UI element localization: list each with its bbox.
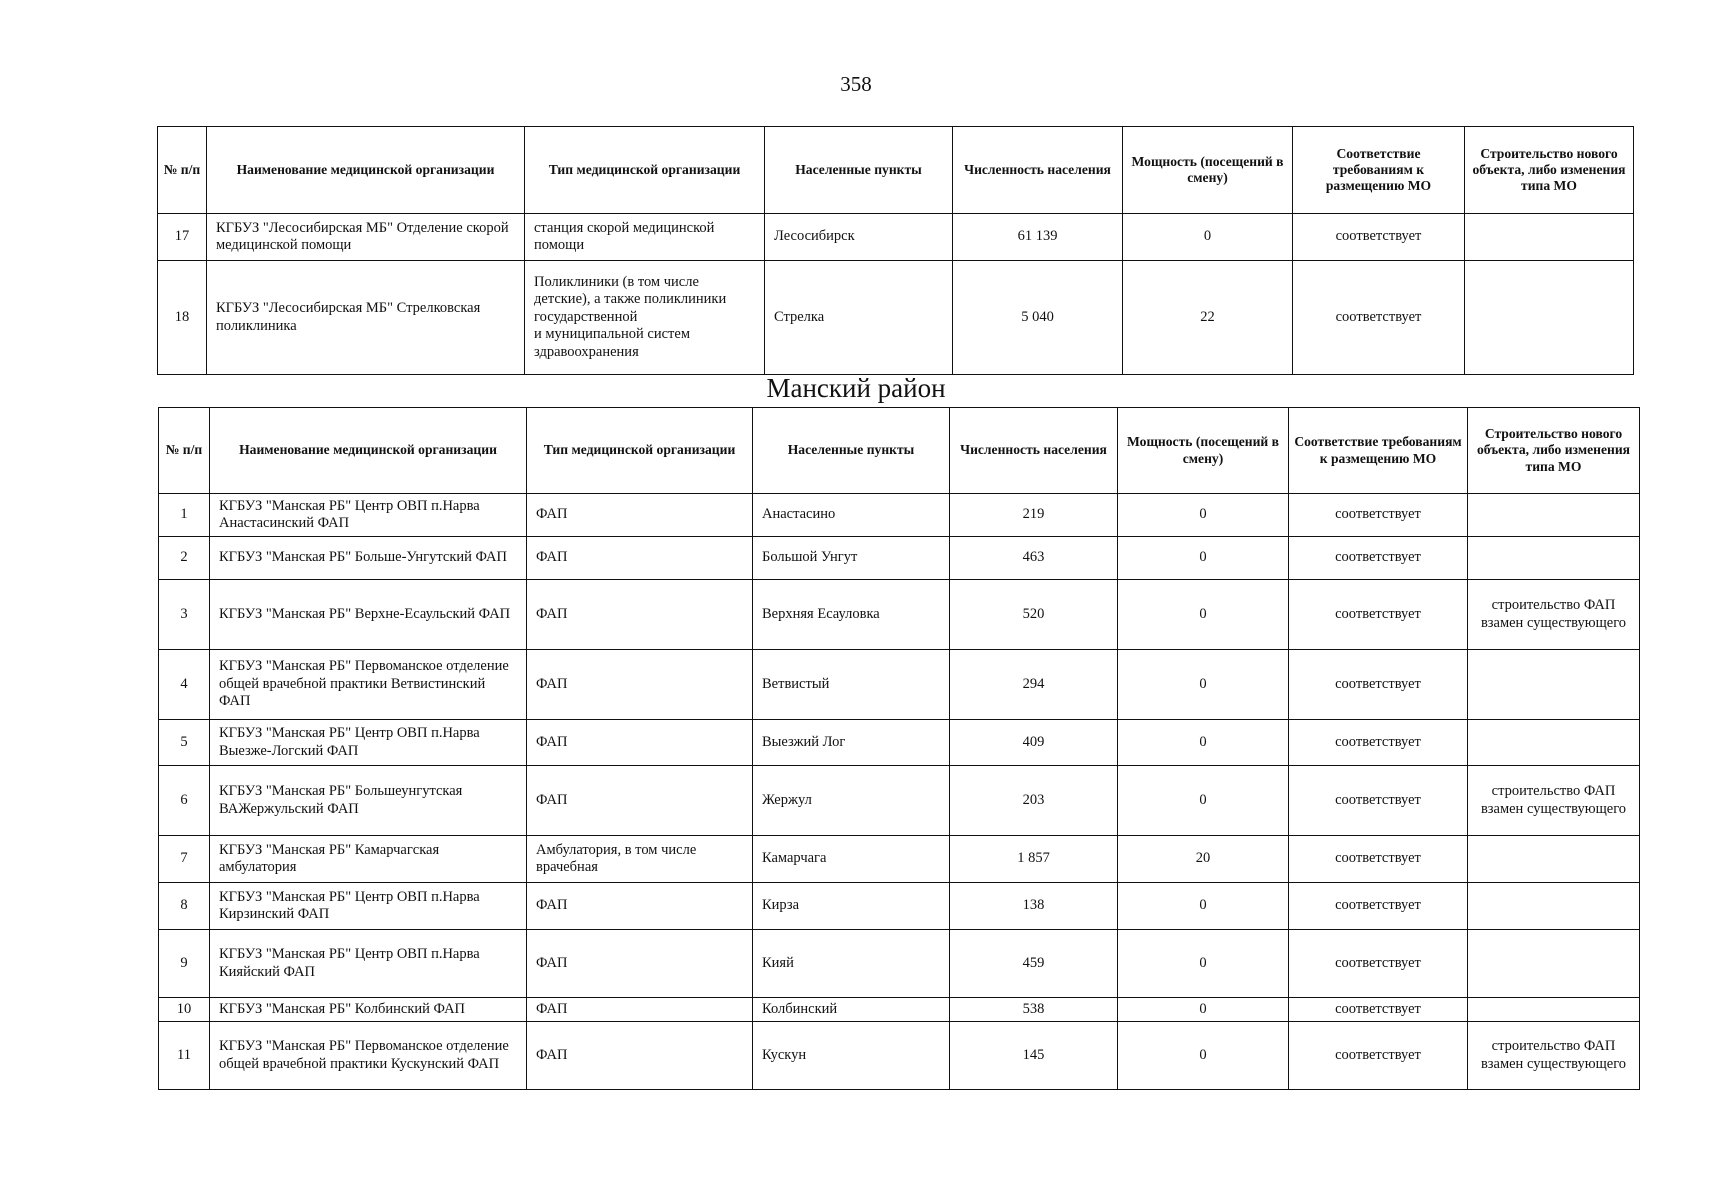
cell-organization-name: КГБУЗ "Манская РБ" Верхне-Есаульский ФАП [210, 580, 527, 650]
cell-compliance: соответствует [1289, 930, 1468, 998]
cell-organization-type: ФАП [527, 650, 753, 720]
table-row [159, 883, 1640, 930]
cell-compliance: соответствует [1289, 537, 1468, 580]
cell-compliance: соответствует [1289, 883, 1468, 930]
header-capacity: Мощность (посещений в смену) [1118, 408, 1289, 494]
cell-capacity: 20 [1118, 836, 1289, 883]
header-capacity: Мощность (посещений в смену) [1123, 127, 1293, 214]
cell-settlement: Кияй [753, 930, 950, 998]
header-population: Численность населения [953, 127, 1123, 214]
table-row [159, 836, 1640, 883]
cell-compliance: соответствует [1289, 494, 1468, 537]
cell-settlement: Кускун [753, 1022, 950, 1090]
table-mansky-district [158, 407, 1640, 1090]
cell-organization-name: КГБУЗ "Лесосибирская МБ" Отделение скорой медицинской помощи [207, 214, 525, 261]
cell-population: 409 [950, 720, 1118, 766]
cell-organization-name: КГБУЗ "Лесосибирская МБ" Стрелковская поликлиника [207, 261, 525, 375]
cell-compliance: соответствует [1289, 720, 1468, 766]
cell-compliance: соответствует [1289, 650, 1468, 720]
table-row [159, 766, 1640, 836]
cell-population: 219 [950, 494, 1118, 537]
cell-compliance: соответствует [1293, 261, 1465, 375]
cell-organization-type: ФАП [527, 580, 753, 650]
table-row [159, 580, 1640, 650]
cell-construction [1465, 214, 1634, 261]
table-header-row [159, 408, 1640, 494]
cell-organization-type: Амбулатория, в том числе врачебная [527, 836, 753, 883]
cell-organization-type: ФАП [527, 720, 753, 766]
cell-num: 1 [159, 494, 210, 537]
cell-population: 459 [950, 930, 1118, 998]
cell-num: 2 [159, 537, 210, 580]
cell-num: 18 [158, 261, 207, 375]
table-row [159, 650, 1640, 720]
cell-construction [1465, 261, 1634, 375]
header-settlements: Населенные пункты [753, 408, 950, 494]
cell-organization-type: ФАП [527, 930, 753, 998]
section-title: Манский район [766, 373, 946, 403]
cell-construction [1468, 836, 1640, 883]
cell-settlement: Большой Унгут [753, 537, 950, 580]
cell-num: 11 [159, 1022, 210, 1090]
cell-capacity: 0 [1118, 494, 1289, 537]
cell-organization-type: ФАП [527, 494, 753, 537]
cell-num: 17 [158, 214, 207, 261]
cell-compliance: соответствует [1289, 766, 1468, 836]
cell-organization-name: КГБУЗ "Манская РБ" Больше-Унгутский ФАП [210, 537, 527, 580]
cell-organization-name: КГБУЗ "Манская РБ" Большеунгутская ВАЖержульский ФАП [210, 766, 527, 836]
cell-organization-type: ФАП [527, 998, 753, 1022]
cell-num: 7 [159, 836, 210, 883]
cell-num: 3 [159, 580, 210, 650]
cell-population: 145 [950, 1022, 1118, 1090]
cell-population: 203 [950, 766, 1118, 836]
cell-num: 6 [159, 766, 210, 836]
table-row [159, 537, 1640, 580]
table-row [159, 494, 1640, 537]
cell-construction [1468, 537, 1640, 580]
cell-capacity: 0 [1118, 883, 1289, 930]
cell-population: 520 [950, 580, 1118, 650]
cell-construction [1468, 998, 1640, 1022]
cell-num: 8 [159, 883, 210, 930]
cell-construction [1468, 930, 1640, 998]
cell-population: 538 [950, 998, 1118, 1022]
cell-construction: строительство ФАП взамен существующего [1468, 1022, 1640, 1090]
cell-construction: строительство ФАП взамен существующего [1468, 766, 1640, 836]
cell-capacity: 0 [1118, 650, 1289, 720]
header-type: Тип медицинской организации [527, 408, 753, 494]
cell-capacity: 0 [1118, 580, 1289, 650]
cell-organization-name: КГБУЗ "Манская РБ" Центр ОВП п.Нарва Кирзинский ФАП [210, 883, 527, 930]
cell-settlement: Ветвистый [753, 650, 950, 720]
table-row [158, 261, 1634, 375]
cell-settlement: Стрелка [765, 261, 953, 375]
cell-num: 5 [159, 720, 210, 766]
cell-construction: строительство ФАП взамен существующего [1468, 580, 1640, 650]
header-settlements: Населенные пункты [765, 127, 953, 214]
table-row [159, 1022, 1640, 1090]
cell-organization-type: ФАП [527, 766, 753, 836]
cell-settlement: Камарчага [753, 836, 950, 883]
cell-construction [1468, 650, 1640, 720]
table-row [159, 720, 1640, 766]
cell-organization-name: КГБУЗ "Манская РБ" Колбинский ФАП [210, 998, 527, 1022]
cell-capacity: 0 [1118, 766, 1289, 836]
cell-settlement: Анастасино [753, 494, 950, 537]
header-name: Наименование медицинской организации [207, 127, 525, 214]
cell-capacity: 0 [1118, 537, 1289, 580]
cell-population: 294 [950, 650, 1118, 720]
cell-construction [1468, 883, 1640, 930]
table-header-row [158, 127, 1634, 214]
cell-capacity: 0 [1118, 720, 1289, 766]
cell-compliance: соответствует [1289, 998, 1468, 1022]
cell-settlement: Жержул [753, 766, 950, 836]
cell-settlement: Колбинский [753, 998, 950, 1022]
cell-organization-name: КГБУЗ "Манская РБ" Первоманское отделение общей врачебной практики Кускунский ФАП [210, 1022, 527, 1090]
cell-construction [1468, 720, 1640, 766]
cell-organization-name: КГБУЗ "Манская РБ" Центр ОВП п.Нарва Выезже-Логский ФАП [210, 720, 527, 766]
cell-compliance: соответствует [1289, 836, 1468, 883]
header-construction: Строительство нового объекта, либо изменения типа МО [1465, 127, 1634, 214]
cell-capacity: 0 [1118, 930, 1289, 998]
cell-capacity: 0 [1118, 1022, 1289, 1090]
cell-organization-type: Поликлиники (в том числе детские), а также поликлиники государственной и муниципальной систем здравоохранения [525, 261, 765, 375]
cell-organization-name: КГБУЗ "Манская РБ" Первоманское отделение общей врачебной практики Ветвистинский ФАП [210, 650, 527, 720]
cell-settlement: Кирза [753, 883, 950, 930]
cell-settlement: Выезжий Лог [753, 720, 950, 766]
cell-organization-name: КГБУЗ "Манская РБ" Камарчагская амбулатория [210, 836, 527, 883]
table-row [159, 930, 1640, 998]
page-number: 358 [840, 72, 872, 96]
cell-population: 463 [950, 537, 1118, 580]
cell-organization-name: КГБУЗ "Манская РБ" Центр ОВП п.Нарва Кияйский ФАП [210, 930, 527, 998]
cell-compliance: соответствует [1289, 580, 1468, 650]
header-population: Численность населения [950, 408, 1118, 494]
header-num: № п/п [158, 127, 207, 214]
cell-organization-type: ФАП [527, 1022, 753, 1090]
header-name: Наименование медицинской организации [210, 408, 527, 494]
cell-settlement: Лесосибирск [765, 214, 953, 261]
cell-capacity: 0 [1123, 214, 1293, 261]
header-num: № п/п [159, 408, 210, 494]
cell-num: 10 [159, 998, 210, 1022]
cell-compliance: соответствует [1289, 1022, 1468, 1090]
cell-organization-type: станция скорой медицинской помощи [525, 214, 765, 261]
cell-settlement: Верхняя Есауловка [753, 580, 950, 650]
header-compliance: Соответствие требованиям к размещению МО [1289, 408, 1468, 494]
cell-compliance: соответствует [1293, 214, 1465, 261]
cell-population: 61 139 [953, 214, 1123, 261]
header-compliance: Соответствие требованиям к размещению МО [1293, 127, 1465, 214]
table-row [159, 998, 1640, 1022]
header-construction: Строительство нового объекта, либо изменения типа МО [1468, 408, 1640, 494]
cell-population: 138 [950, 883, 1118, 930]
cell-capacity: 0 [1118, 998, 1289, 1022]
cell-organization-type: ФАП [527, 537, 753, 580]
cell-population: 5 040 [953, 261, 1123, 375]
cell-num: 9 [159, 930, 210, 998]
cell-population: 1 857 [950, 836, 1118, 883]
table-row [158, 214, 1634, 261]
header-type: Тип медицинской организации [525, 127, 765, 214]
cell-capacity: 22 [1123, 261, 1293, 375]
cell-organization-type: ФАП [527, 883, 753, 930]
table-lesosibirsk [157, 126, 1634, 375]
cell-num: 4 [159, 650, 210, 720]
cell-construction [1468, 494, 1640, 537]
cell-organization-name: КГБУЗ "Манская РБ" Центр ОВП п.Нарва Анастасинский ФАП [210, 494, 527, 537]
